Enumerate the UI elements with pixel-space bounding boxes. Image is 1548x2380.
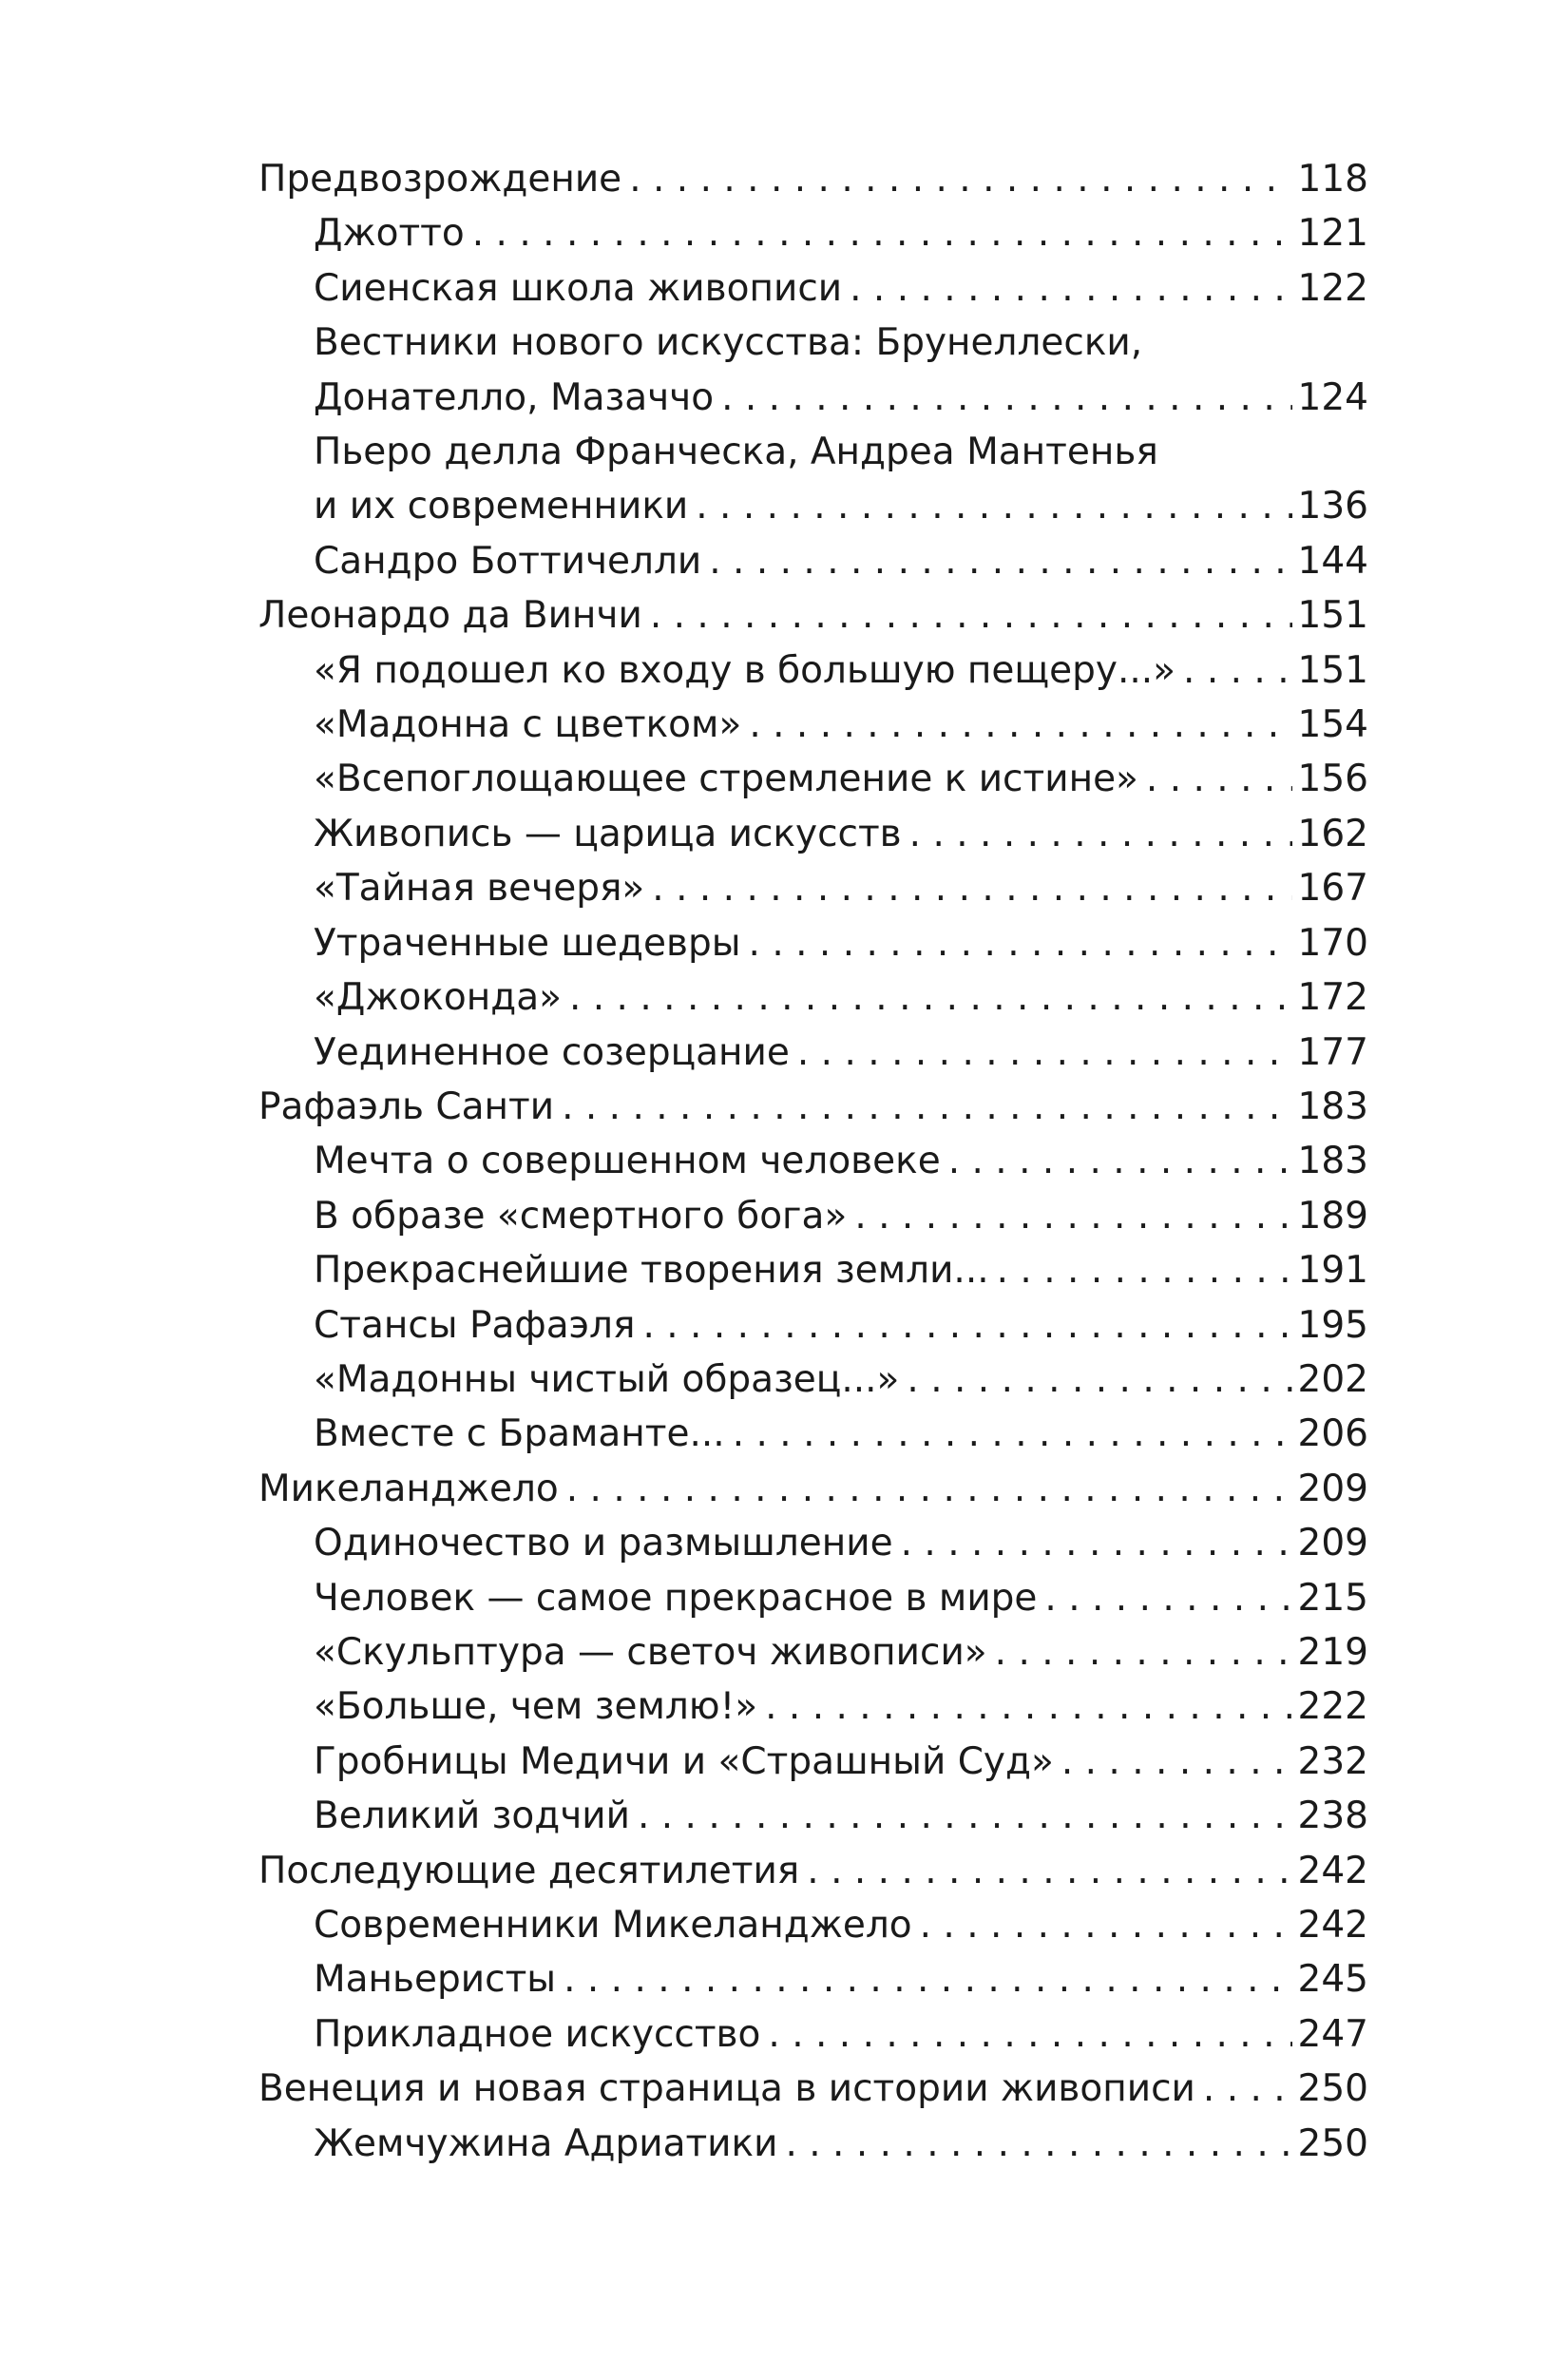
toc-chapter[interactable] — [258, 588, 1368, 643]
toc-section[interactable] — [258, 1789, 1368, 1843]
toc-page-number: 189 — [1297, 1194, 1368, 1238]
dot-leader — [948, 1134, 1292, 1188]
toc-title: «Джоконда» — [314, 976, 562, 1020]
toc-title: «Я подошел ко входу в большую пещеру...» — [314, 648, 1176, 692]
toc-page-number: 156 — [1297, 758, 1368, 801]
dot-leader — [997, 1243, 1292, 1297]
toc-page-number: 167 — [1297, 867, 1368, 911]
dot-leader — [995, 1625, 1292, 1679]
dot-leader — [768, 2007, 1291, 2062]
toc-page-number: 250 — [1297, 2121, 1368, 2165]
toc-page-number: 202 — [1297, 1357, 1368, 1401]
toc-page-number: 195 — [1297, 1303, 1368, 1347]
dot-leader — [1061, 1735, 1292, 1789]
dot-leader — [854, 1189, 1291, 1243]
toc-page-number: 222 — [1297, 1685, 1368, 1729]
dot-leader — [472, 206, 1292, 260]
toc-page-number: 122 — [1297, 266, 1368, 310]
toc-title: Последующие десятилетия — [258, 1849, 800, 1892]
dot-leader — [650, 588, 1292, 643]
toc-page-number: 124 — [1297, 375, 1368, 419]
dot-leader — [1183, 643, 1292, 698]
toc-page-number: 154 — [1297, 703, 1368, 747]
toc-title: Уединенное созерцание — [314, 1030, 790, 1074]
dot-leader — [749, 916, 1292, 970]
toc-section[interactable] — [258, 807, 1368, 861]
dot-leader — [907, 1353, 1291, 1407]
toc-title: Мечта о совершенном человеке — [314, 1140, 941, 1183]
toc-title: «Тайная вечеря» — [314, 867, 645, 911]
toc-section[interactable] — [258, 861, 1368, 915]
toc-section[interactable] — [258, 1516, 1368, 1570]
dot-leader — [920, 1898, 1292, 1952]
toc-title: Джотто — [314, 212, 465, 256]
toc-page-number: 136 — [1297, 485, 1368, 528]
dot-leader — [569, 970, 1292, 1025]
toc-page-number: 209 — [1297, 1467, 1368, 1510]
toc-section[interactable] — [258, 1679, 1368, 1734]
toc-title: Жемчужина Адриатики — [314, 2121, 778, 2165]
toc-title: Маньеристы — [314, 1958, 557, 2002]
dot-leader — [1203, 2062, 1292, 2116]
dot-leader — [562, 1080, 1291, 1134]
dot-leader — [642, 1298, 1291, 1353]
toc-section[interactable] — [258, 1407, 1368, 1461]
toc-section[interactable] — [258, 752, 1368, 806]
dot-leader — [797, 1026, 1292, 1080]
toc-title: Прикладное искусство — [314, 2012, 761, 2056]
toc-page-number: 162 — [1297, 812, 1368, 855]
toc-section[interactable] — [258, 1298, 1368, 1353]
toc-page-number: 144 — [1297, 539, 1368, 583]
toc-title: Утраченные шедевры — [314, 921, 741, 965]
toc-title: Прекраснейшие творения земли... — [314, 1249, 989, 1293]
toc-section[interactable] — [258, 1353, 1368, 1407]
dot-leader — [638, 1789, 1292, 1843]
dot-leader — [909, 807, 1292, 861]
toc-title: «Мадонны чистый образец...» — [314, 1357, 900, 1401]
dot-leader — [652, 861, 1291, 915]
toc-page-number: 219 — [1297, 1630, 1368, 1674]
toc-section[interactable] — [258, 1243, 1368, 1297]
toc-section[interactable] — [258, 1026, 1368, 1080]
toc-page-number: 242 — [1297, 1904, 1368, 1947]
toc-section[interactable] — [258, 1625, 1368, 1679]
dot-leader — [749, 698, 1291, 752]
toc-page-number: 121 — [1297, 212, 1368, 256]
dot-leader — [901, 1516, 1292, 1570]
toc-page-number: 177 — [1297, 1030, 1368, 1074]
toc-title: Микеланджело — [258, 1467, 559, 1510]
toc-section[interactable] — [258, 698, 1368, 752]
toc-section[interactable] — [258, 534, 1368, 588]
dot-leader — [1146, 752, 1292, 806]
toc-section[interactable] — [258, 371, 1368, 425]
toc-title: Одиночество и размышление — [314, 1522, 893, 1565]
toc-title: «Мадонна с цветком» — [314, 703, 742, 747]
toc-section[interactable] — [258, 1735, 1368, 1789]
toc-title: и их современники — [314, 485, 689, 528]
toc-title-first-line[interactable]: Пьеро делла Франческа, Андреа Мантенья — [314, 431, 1158, 474]
dot-leader — [721, 371, 1291, 425]
toc-chapter[interactable] — [258, 1462, 1368, 1516]
toc-section[interactable] — [258, 479, 1368, 533]
toc-page-number: 170 — [1297, 921, 1368, 965]
toc-page-number: 183 — [1297, 1084, 1368, 1128]
toc-page-number: 209 — [1297, 1522, 1368, 1565]
toc-page-number: 250 — [1297, 2067, 1368, 2111]
toc-section[interactable] — [258, 261, 1368, 316]
toc-section[interactable] — [258, 916, 1368, 970]
dot-leader — [709, 534, 1291, 588]
toc-page-number: 215 — [1297, 1576, 1368, 1620]
toc-page-number: 232 — [1297, 1739, 1368, 1783]
toc-section[interactable] — [258, 1952, 1368, 2006]
toc-page-number: 183 — [1297, 1140, 1368, 1183]
toc-title: Живопись — царица искусств — [314, 812, 902, 855]
toc-page-number: 247 — [1297, 2012, 1368, 2056]
dot-leader — [765, 1679, 1291, 1734]
toc-section[interactable] — [258, 970, 1368, 1025]
dot-leader — [564, 1952, 1291, 2006]
dot-leader — [733, 1407, 1292, 1461]
toc-page-number: 151 — [1297, 594, 1368, 638]
toc-chapter[interactable] — [258, 2062, 1368, 2116]
dot-leader — [785, 2117, 1291, 2171]
toc-title: Предвозрождение — [258, 158, 622, 201]
toc-section[interactable] — [258, 643, 1368, 698]
toc-section[interactable] — [258, 2117, 1368, 2171]
toc-page-number: 206 — [1297, 1412, 1368, 1456]
dot-leader — [1044, 1571, 1291, 1625]
toc-section[interactable] — [258, 1571, 1368, 1625]
toc-title: Вместе с Браманте... — [314, 1412, 725, 1456]
toc-title: «Всепоглощающее стремление к истине» — [314, 758, 1138, 801]
toc-chapter[interactable] — [258, 1844, 1368, 1898]
toc-section[interactable] — [258, 2007, 1368, 2062]
dot-leader — [850, 261, 1291, 316]
toc-chapter[interactable] — [258, 1080, 1368, 1134]
toc-title: Стансы Рафаэля — [314, 1303, 636, 1347]
toc-section[interactable] — [258, 1134, 1368, 1188]
toc-page-number: 191 — [1297, 1249, 1368, 1293]
dot-leader — [566, 1462, 1292, 1516]
dot-leader — [629, 152, 1291, 206]
toc-page-number: 245 — [1297, 1958, 1368, 2002]
toc-title: «Больше, чем землю!» — [314, 1685, 758, 1729]
toc-title: Сиенская школа живописи — [314, 266, 843, 310]
toc-title: Леонардо да Винчи — [258, 594, 642, 638]
toc-title: Венеция и новая страница в истории живописи — [258, 2067, 1195, 2111]
toc-page-number: 238 — [1297, 1795, 1368, 1838]
toc-title: Великий зодчий — [314, 1795, 630, 1838]
toc-page-number: 151 — [1297, 648, 1368, 692]
toc-title-first-line[interactable]: Вестники нового искусства: Брунеллески, — [314, 321, 1143, 365]
toc-title: Человек — самое прекрасное в мире — [314, 1576, 1038, 1620]
toc-page-number: 242 — [1297, 1849, 1368, 1892]
toc-chapter[interactable] — [258, 152, 1368, 206]
toc-page-number: 172 — [1297, 976, 1368, 1020]
toc-title: Современники Микеланджело — [314, 1904, 912, 1947]
toc-title: Сандро Боттичелли — [314, 539, 702, 583]
toc-section[interactable] — [258, 206, 1368, 260]
toc-page-number: 118 — [1297, 158, 1368, 201]
dot-leader — [807, 1844, 1291, 1898]
toc-title: «Скульптура — светоч живописи» — [314, 1630, 987, 1674]
toc-title: В образе «смертного бога» — [314, 1194, 848, 1238]
toc-section[interactable] — [258, 1189, 1368, 1243]
dot-leader — [696, 479, 1291, 533]
toc-section[interactable] — [258, 1898, 1368, 1952]
toc-title: Рафаэль Санти — [258, 1084, 555, 1128]
toc-title: Гробницы Медичи и «Страшный Суд» — [314, 1739, 1054, 1783]
table-of-contents — [258, 152, 1368, 2171]
toc-title: Донателло, Мазаччо — [314, 375, 715, 419]
